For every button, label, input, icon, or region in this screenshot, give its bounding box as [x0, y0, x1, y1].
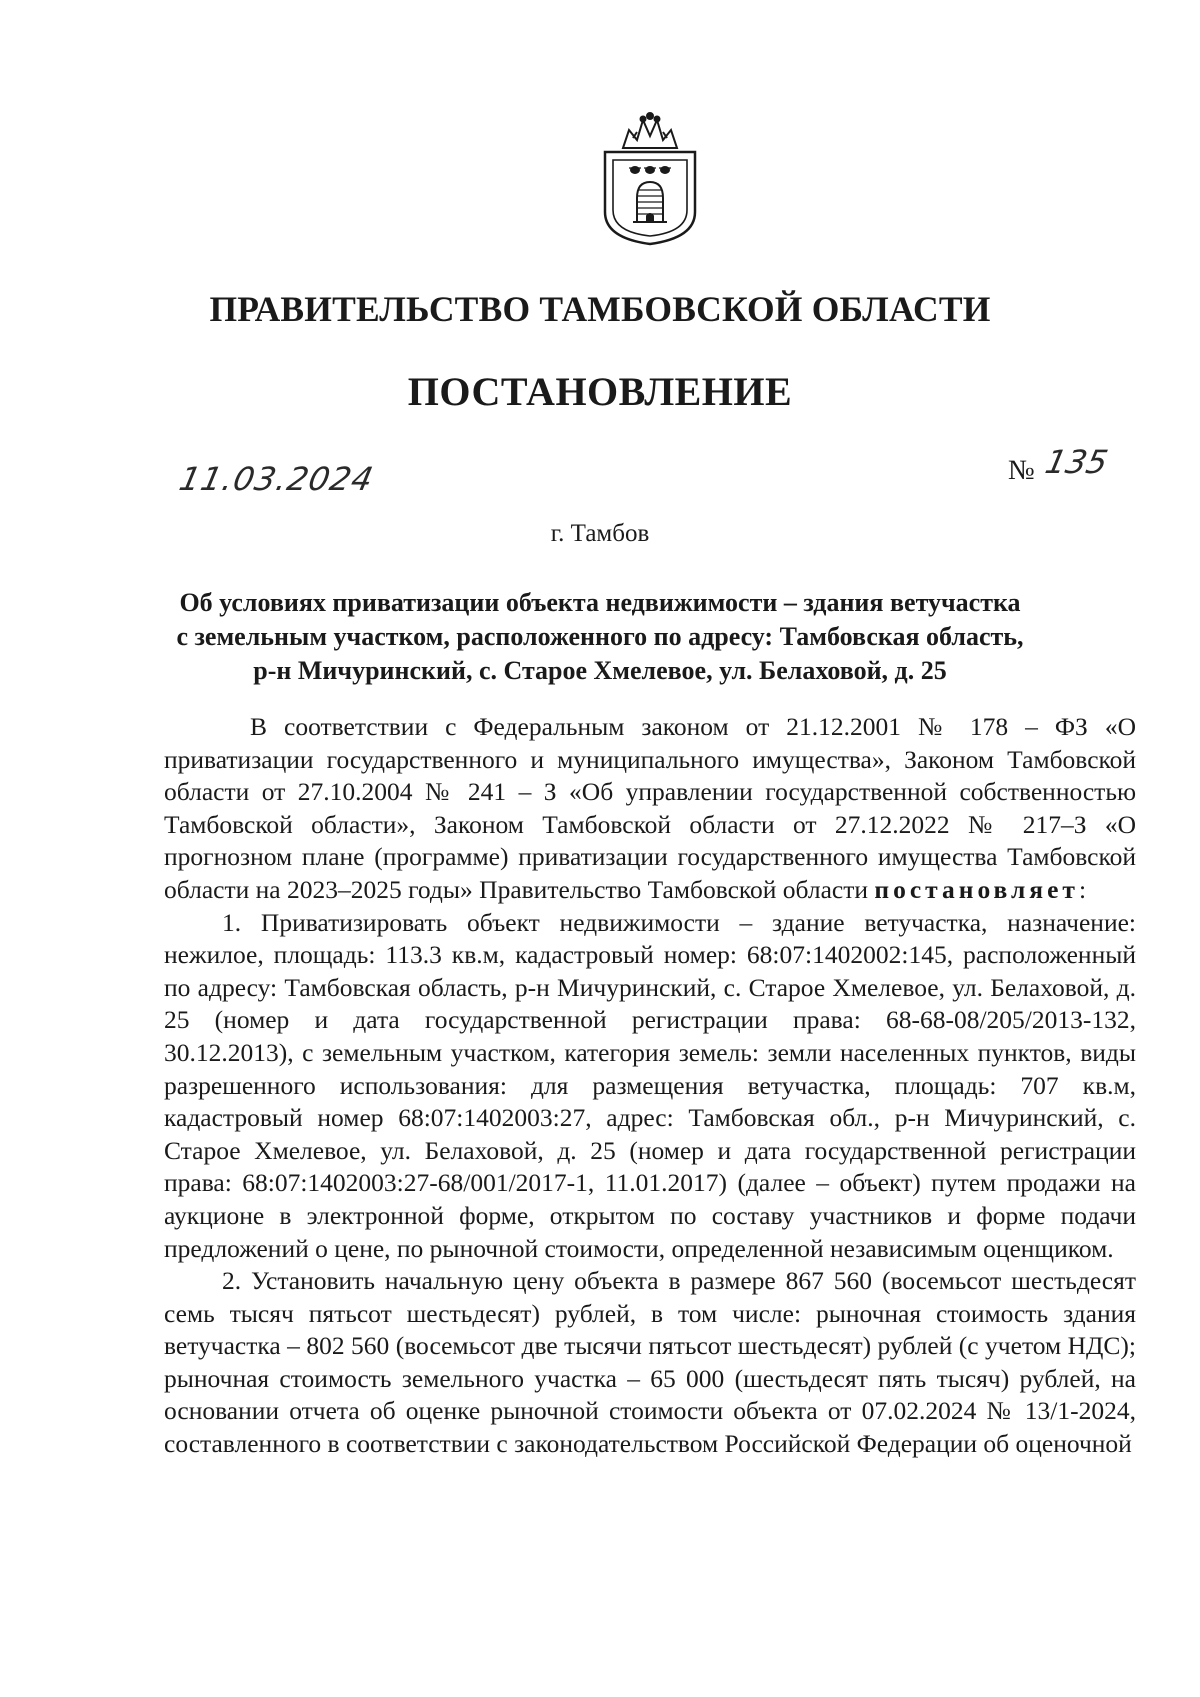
coat-of-arms-icon — [593, 108, 707, 248]
preamble-paragraph — [164, 711, 1136, 907]
title-line-2: с земельным участком, расположенного по адресу: Тамбовская область, — [176, 622, 1024, 651]
clause-1: 1. Приватизировать объект недвижимости – здание ветучастка, назначение: нежилое, площадь: 113.3 кв.м, кадастровый номер: 68:07:1402002:145, расположенный по адресу: Тамбовская область, р-н Мичуринский, с. Старое Хмелевое, ул. Белаховой, д. 25 (номер и дата государственной регистрации права: 68-68-08/205/2013-132, 30.12.2013), с земельным участком, категория земель: земли населенных пунктов, виды разрешенного использования: для размещения ветучастка, площадь: 707 кв.м, кадастровый номер 68:07:1402003:27, адрес: Тамбовская обл., р-н Мичуринский, с. Старое Хмелевое, ул. Белаховой, д. 25 (номер и дата государственной регистрации права: 68:07:1402003:27-68/001/2017-1, 11.01.2017) (далее – объект) путем продажи на аукционе в электронной форме, открытом по составу участников и форме подачи предложений о цене, по рыночной стоимости, определенной независимым оценщиком. — [164, 907, 1136, 1263]
document-type-heading: ПОСТАНОВЛЕНИЕ — [407, 369, 793, 414]
clause-2: 2. Установить начальную цену объекта в размере 867 560 (восемьсот шестьдесят семь тысяч пятьсот шестьдесят) рублей, в том числе: рыночная стоимость здания ветучастка – 802 560 (восемьсот две тысячи пятьсот шестьдесят) рублей (с учетом НДС); рыночная стоимость земельного участка – 65 000 (шестьдесят пять тысяч) рублей, на основании отчета об оценке рыночной стоимости объекта от 07.02.2024 № 13/1-2024, составленного в соответствии с законодательством Российской Федерации об оценочной — [164, 1266, 1136, 1459]
decree-word: постановляет — [874, 874, 1079, 904]
handwritten-date: 11.03.2024 — [175, 460, 378, 498]
city-line: г. Тамбов — [550, 520, 650, 547]
organization-title: ПРАВИТЕЛЬСТВО ТАМБОВСКОЙ ОБЛАСТИ — [209, 289, 991, 329]
decree-colon: : — [1078, 874, 1087, 904]
title-line-3: р-н Мичуринский, с. Старое Хмелевое, ул. Белаховой, д. 25 — [253, 656, 947, 685]
resolution-title — [140, 586, 1060, 688]
title-line-1: Об условиях приватизации объекта недвижимости – здания ветучастка — [179, 588, 1021, 617]
preamble-text: В соответствии с Федеральным законом от 21.12.2001 № 178 – ФЗ «О приватизации государственного и муниципального имущества», Законом Тамбовской области от 27.10.2004 № 241 – З «Об управлении государственной собственностью Тамбовской области», Законом Тамбовской области от 27.12.2022 № 217–З «О прогнозном плане (программе) приватизации государственного имущества Тамбовской области на 2023–2025 годы» Правительство Тамбовской области — [164, 712, 1136, 904]
document-number-label: № — [1008, 455, 1035, 486]
document-body — [164, 711, 1136, 1461]
handwritten-document-number: 135 — [1041, 443, 1112, 481]
